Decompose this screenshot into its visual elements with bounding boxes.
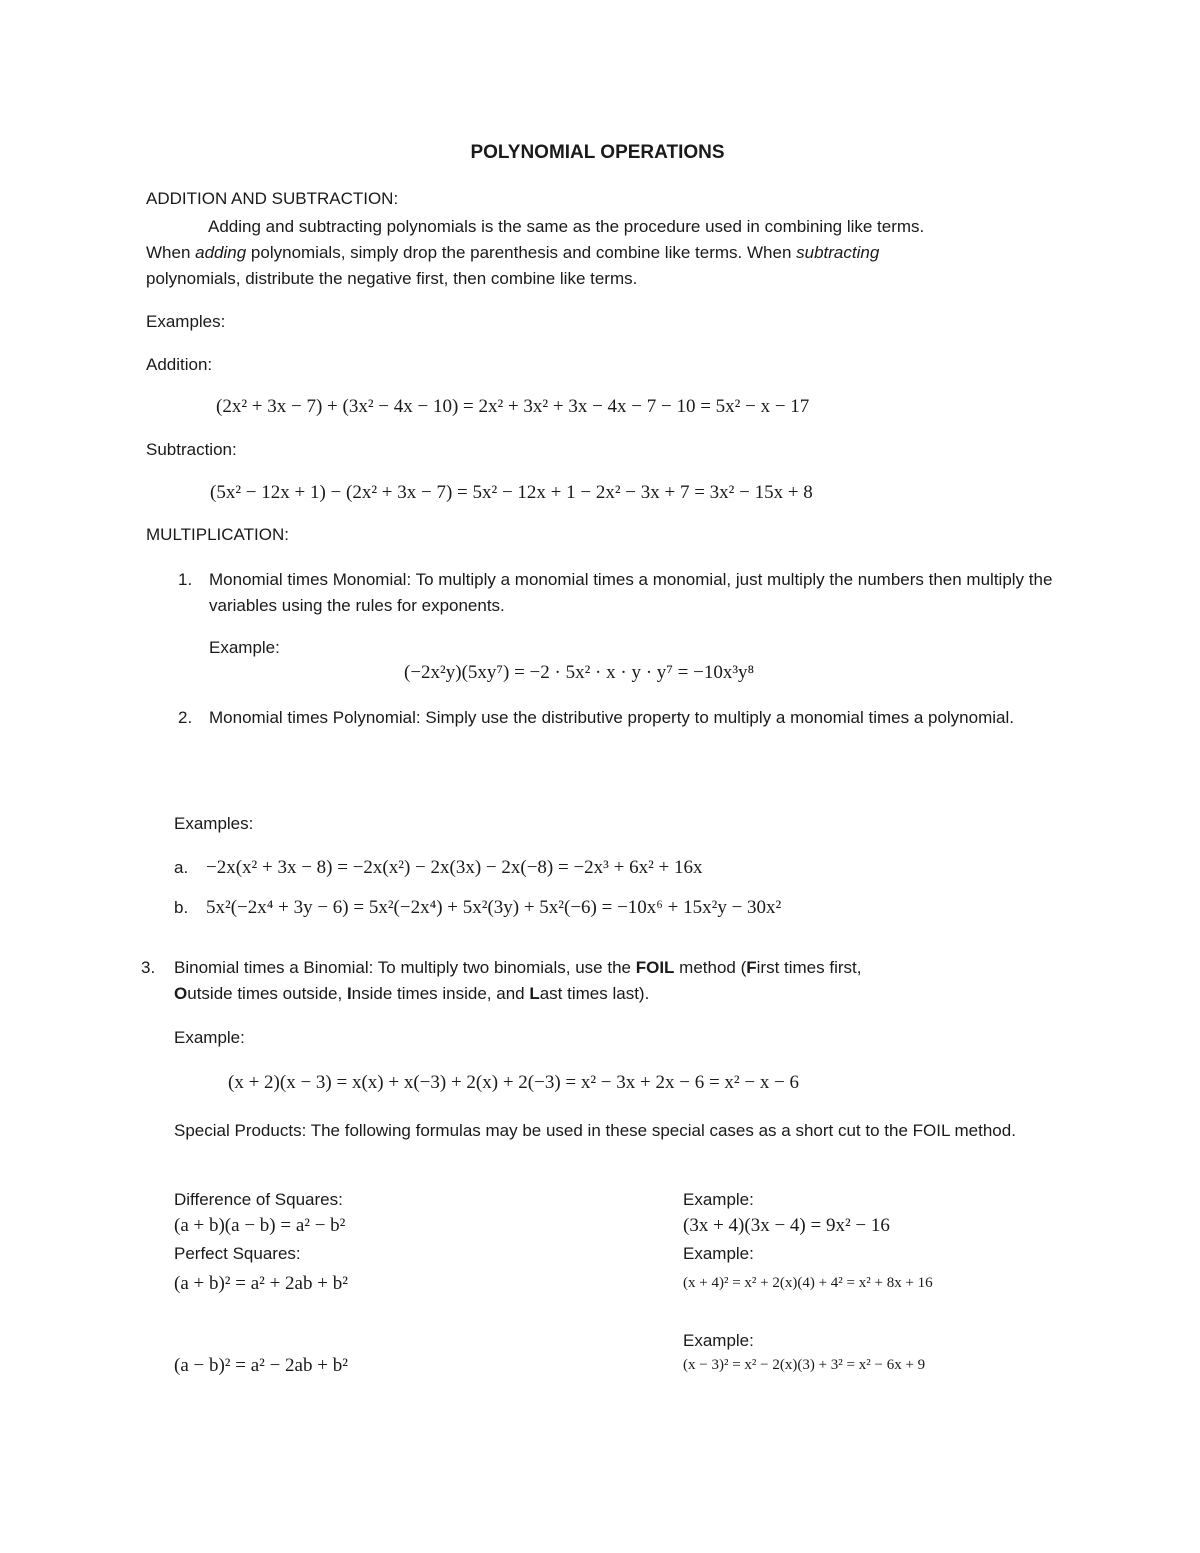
intro-emphasis-subtracting: subtracting [796,243,880,262]
intro-text: When [146,243,196,262]
perfect-square-plus-example: (x + 4)² = x² + 2(x)(4) + 4² = x² + 8x + 16 [683,1275,933,1291]
item3-text: method ( [674,958,747,977]
difference-of-squares-formula: (a + b)(a − b) = a² − b² [174,1215,346,1236]
list-item-2 [178,705,1058,731]
example-a [174,857,703,879]
list-item-1 [178,567,1058,619]
intro-emphasis-adding: adding [195,243,247,262]
example-label: Example: [683,1190,754,1209]
perfect-squares-label: Perfect Squares: [174,1244,301,1263]
intro-line-2 [146,240,1046,266]
list-number: 1. [178,570,193,589]
example-label: Example: [683,1244,754,1263]
list-item-3 [141,955,1061,1007]
item3-text: ast times last). [539,984,650,1003]
list-item-text: Monomial times Polynomial: Simply use the distributive property to multiply a monomial times a polynomial. [209,708,1014,727]
example-label: Example: [683,1331,754,1350]
perfect-square-minus-formula: (a − b)² = a² − 2ab + b² [174,1355,348,1376]
foil-equation: (x + 2)(x − 3) = x(x) + x(−3) + 2(x) + 2(−3) = x² − 3x + 2x − 6 = x² − x − 6 [228,1072,800,1093]
list-number: 3. [141,958,156,977]
sub-item-label: a. [174,858,189,877]
example-label: Example: [209,638,280,657]
item3-text: Binomial times a Binomial: To multiply two binomials, use the [174,958,636,977]
addition-label: Addition: [146,355,213,374]
special-products-text: Special Products: The following formulas may be used in these special cases as a short cut to the FOIL method. [174,1121,1016,1140]
intro-line-1: Adding and subtracting polynomials is the same as the procedure used in combining like terms. [208,217,925,236]
item3-text: nside times inside, and [351,984,530,1003]
subtraction-label: Subtraction: [146,440,237,459]
intro-line-3: polynomials, distribute the negative first, then combine like terms. [146,269,638,288]
item3-bold: F [746,958,757,977]
item3-bold: L [529,984,540,1003]
multiplication-heading: MULTIPLICATION: [146,525,289,544]
example-label: Example: [174,1028,245,1047]
item3-bold: O [174,984,188,1003]
item3-text: irst times first, [756,958,862,977]
example-a-equation: −2x(x² + 3x − 8) = −2x(x²) − 2x(3x) − 2x(−8) = −2x³ + 6x² + 16x [206,857,703,878]
sub-item-label: b. [174,898,189,917]
page-title: POLYNOMIAL OPERATIONS [470,142,725,163]
list-number: 2. [178,708,193,727]
perfect-square-minus-example: (x − 3)² = x² − 2(x)(3) + 3² = x² − 6x + 9 [683,1357,926,1373]
addition-equation: (2x² + 3x − 7) + (3x² − 4x − 10) = 2x² + 3x² + 3x − 4x − 7 − 10 = 5x² − x − 17 [216,396,810,417]
item3-bold: I [346,984,352,1003]
list-item-text [141,955,1061,1007]
addsub-intro [146,214,1046,292]
perfect-square-plus-formula: (a + b)² = a² + 2ab + b² [174,1273,348,1294]
example-b [174,897,781,919]
examples-label: Examples: [174,814,254,833]
item3-text: utside times outside, [187,984,347,1003]
subtraction-equation: (5x² − 12x + 1) − (2x² + 3x − 7) = 5x² − 12x + 1 − 2x² − 3x + 7 = 3x² − 15x + 8 [210,482,813,503]
difference-of-squares-example: (3x + 4)(3x − 4) = 9x² − 16 [683,1215,890,1236]
examples-label: Examples: [146,312,226,331]
addsub-heading: ADDITION AND SUBTRACTION: [146,189,399,208]
item3-bold: FOIL [635,958,675,977]
difference-of-squares-label: Difference of Squares: [174,1190,343,1209]
monomial-equation: (−2x²y)(5xy⁷) = −2 · 5x² · x · y · y⁷ = −10x³y⁸ [404,662,755,683]
list-item-text: Monomial times Monomial: To multiply a monomial times a monomial, just multiply the numbers then multiply the variables using the rules for exponents. [209,570,1053,615]
intro-text: polynomials, simply drop the parenthesis and combine like terms. When [246,243,797,262]
example-b-equation: 5x²(−2x⁴ + 3y − 6) = 5x²(−2x⁴) + 5x²(3y) + 5x²(−6) = −10x⁶ + 15x²y − 30x² [206,897,782,918]
